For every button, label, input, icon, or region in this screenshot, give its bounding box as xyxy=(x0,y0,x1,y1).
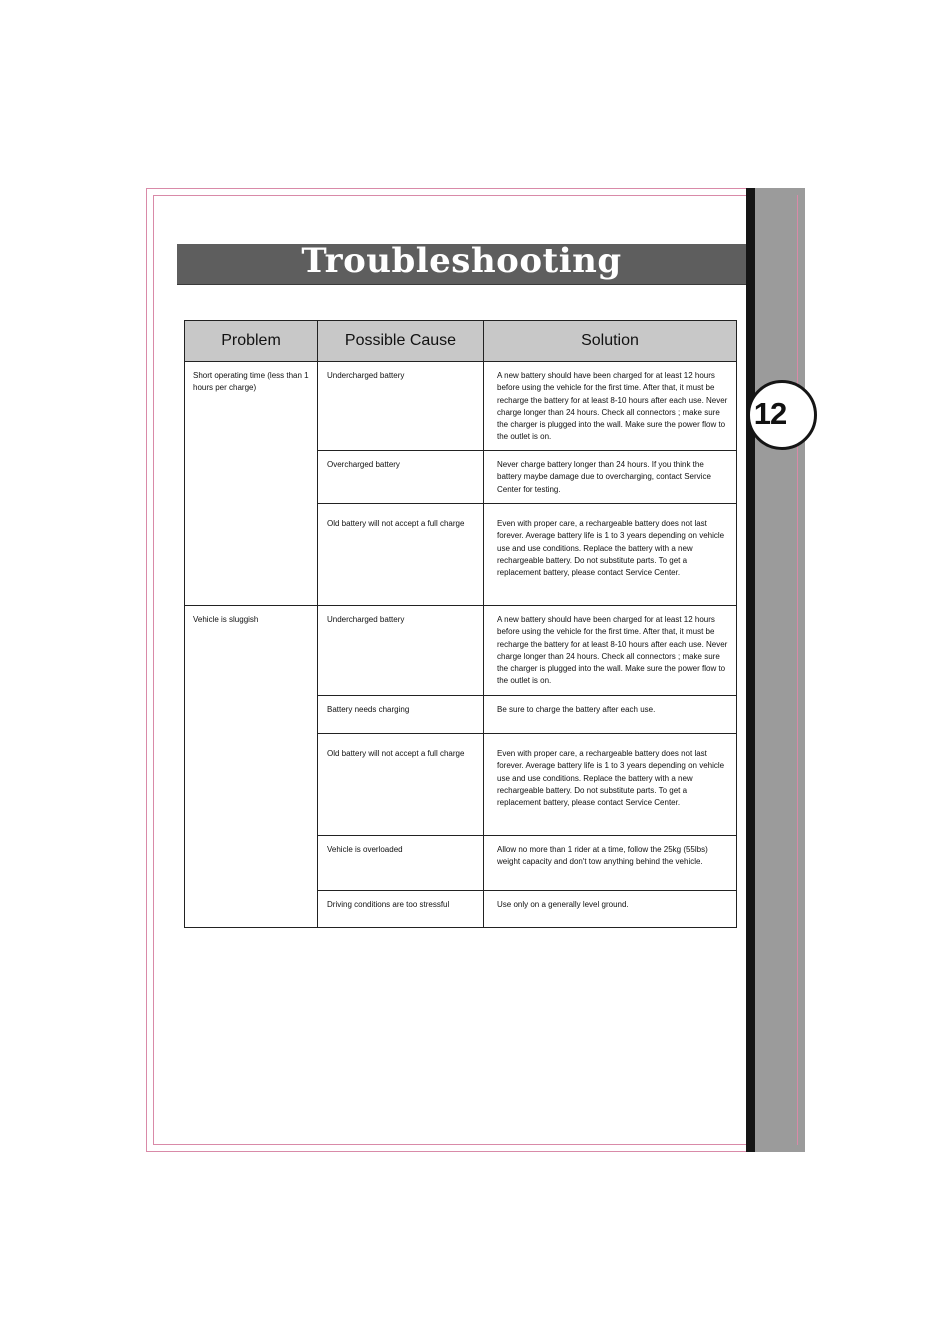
problem-cell: Vehicle is sluggish xyxy=(185,606,318,928)
side-black-stripe xyxy=(746,188,755,1152)
cause-cell: Old battery will not accept a full charge xyxy=(318,734,484,836)
header-solution: Solution xyxy=(484,321,737,362)
solution-cell: Allow no more than 1 rider at a time, follow the 25kg (55lbs) weight capacity and don't tow anything behind the vehicle. xyxy=(484,836,737,891)
cause-cell: Undercharged battery xyxy=(318,362,484,451)
cause-cell: Undercharged battery xyxy=(318,606,484,696)
cause-cell: Battery needs charging xyxy=(318,696,484,734)
solution-cell: Even with proper care, a rechargeable battery does not last forever. Average battery life is 1 to 3 years depending on vehicle use and use conditions. Replace the battery with a new rechargeable battery. Do not substitute parts. To get a replacement battery, please contact Service Center. xyxy=(484,504,737,606)
table-row xyxy=(185,606,737,696)
side-trim-line xyxy=(797,195,798,1145)
cause-cell: Old battery will not accept a full charge xyxy=(318,504,484,606)
solution-cell: Never charge battery longer than 24 hours. If you think the battery maybe damage due to overcharging, contact Service Center for testing. xyxy=(484,451,737,504)
cause-cell: Vehicle is overloaded xyxy=(318,836,484,891)
solution-cell: Be sure to charge the battery after each use. xyxy=(484,696,737,734)
header-possible-cause: Possible Cause xyxy=(318,321,484,362)
solution-cell: Use only on a generally level ground. xyxy=(484,891,737,928)
solution-cell: A new battery should have been charged for at least 12 hours before using the vehicle for the first time. After that, it must be recharge the battery for at least 8-10 hours after each use. Never charge longer than 24 hours. Check all connectors ; make sure the charger is plugged into the wall. Make sure the power flow to the outlet is on. xyxy=(484,606,737,696)
troubleshooting-table xyxy=(184,320,737,928)
solution-cell: A new battery should have been charged for at least 12 hours before using the vehicle for the first time. After that, it must be recharge the battery for at least 8-10 hours after each use. Never charge longer than 24 hours. Check all connectors ; make sure the charger is plugged into the wall. Make sure the power flow to the outlet is on. xyxy=(484,362,737,451)
cause-cell: Driving conditions are too stressful xyxy=(318,891,484,928)
table-header-row xyxy=(185,321,737,362)
header-problem: Problem xyxy=(185,321,318,362)
page-title: Troubleshooting xyxy=(301,241,622,281)
table-row xyxy=(185,362,737,451)
solution-cell: Even with proper care, a rechargeable battery does not last forever. Average battery life is 1 to 3 years depending on vehicle use and use conditions. Replace the battery with a new rechargeable battery. Do not substitute parts. To get a replacement battery, please contact Service Center. xyxy=(484,734,737,836)
page-number: 12 xyxy=(753,396,787,431)
cause-cell: Overcharged battery xyxy=(318,451,484,504)
problem-cell: Short operating time (less than 1 hours per charge) xyxy=(185,362,318,606)
